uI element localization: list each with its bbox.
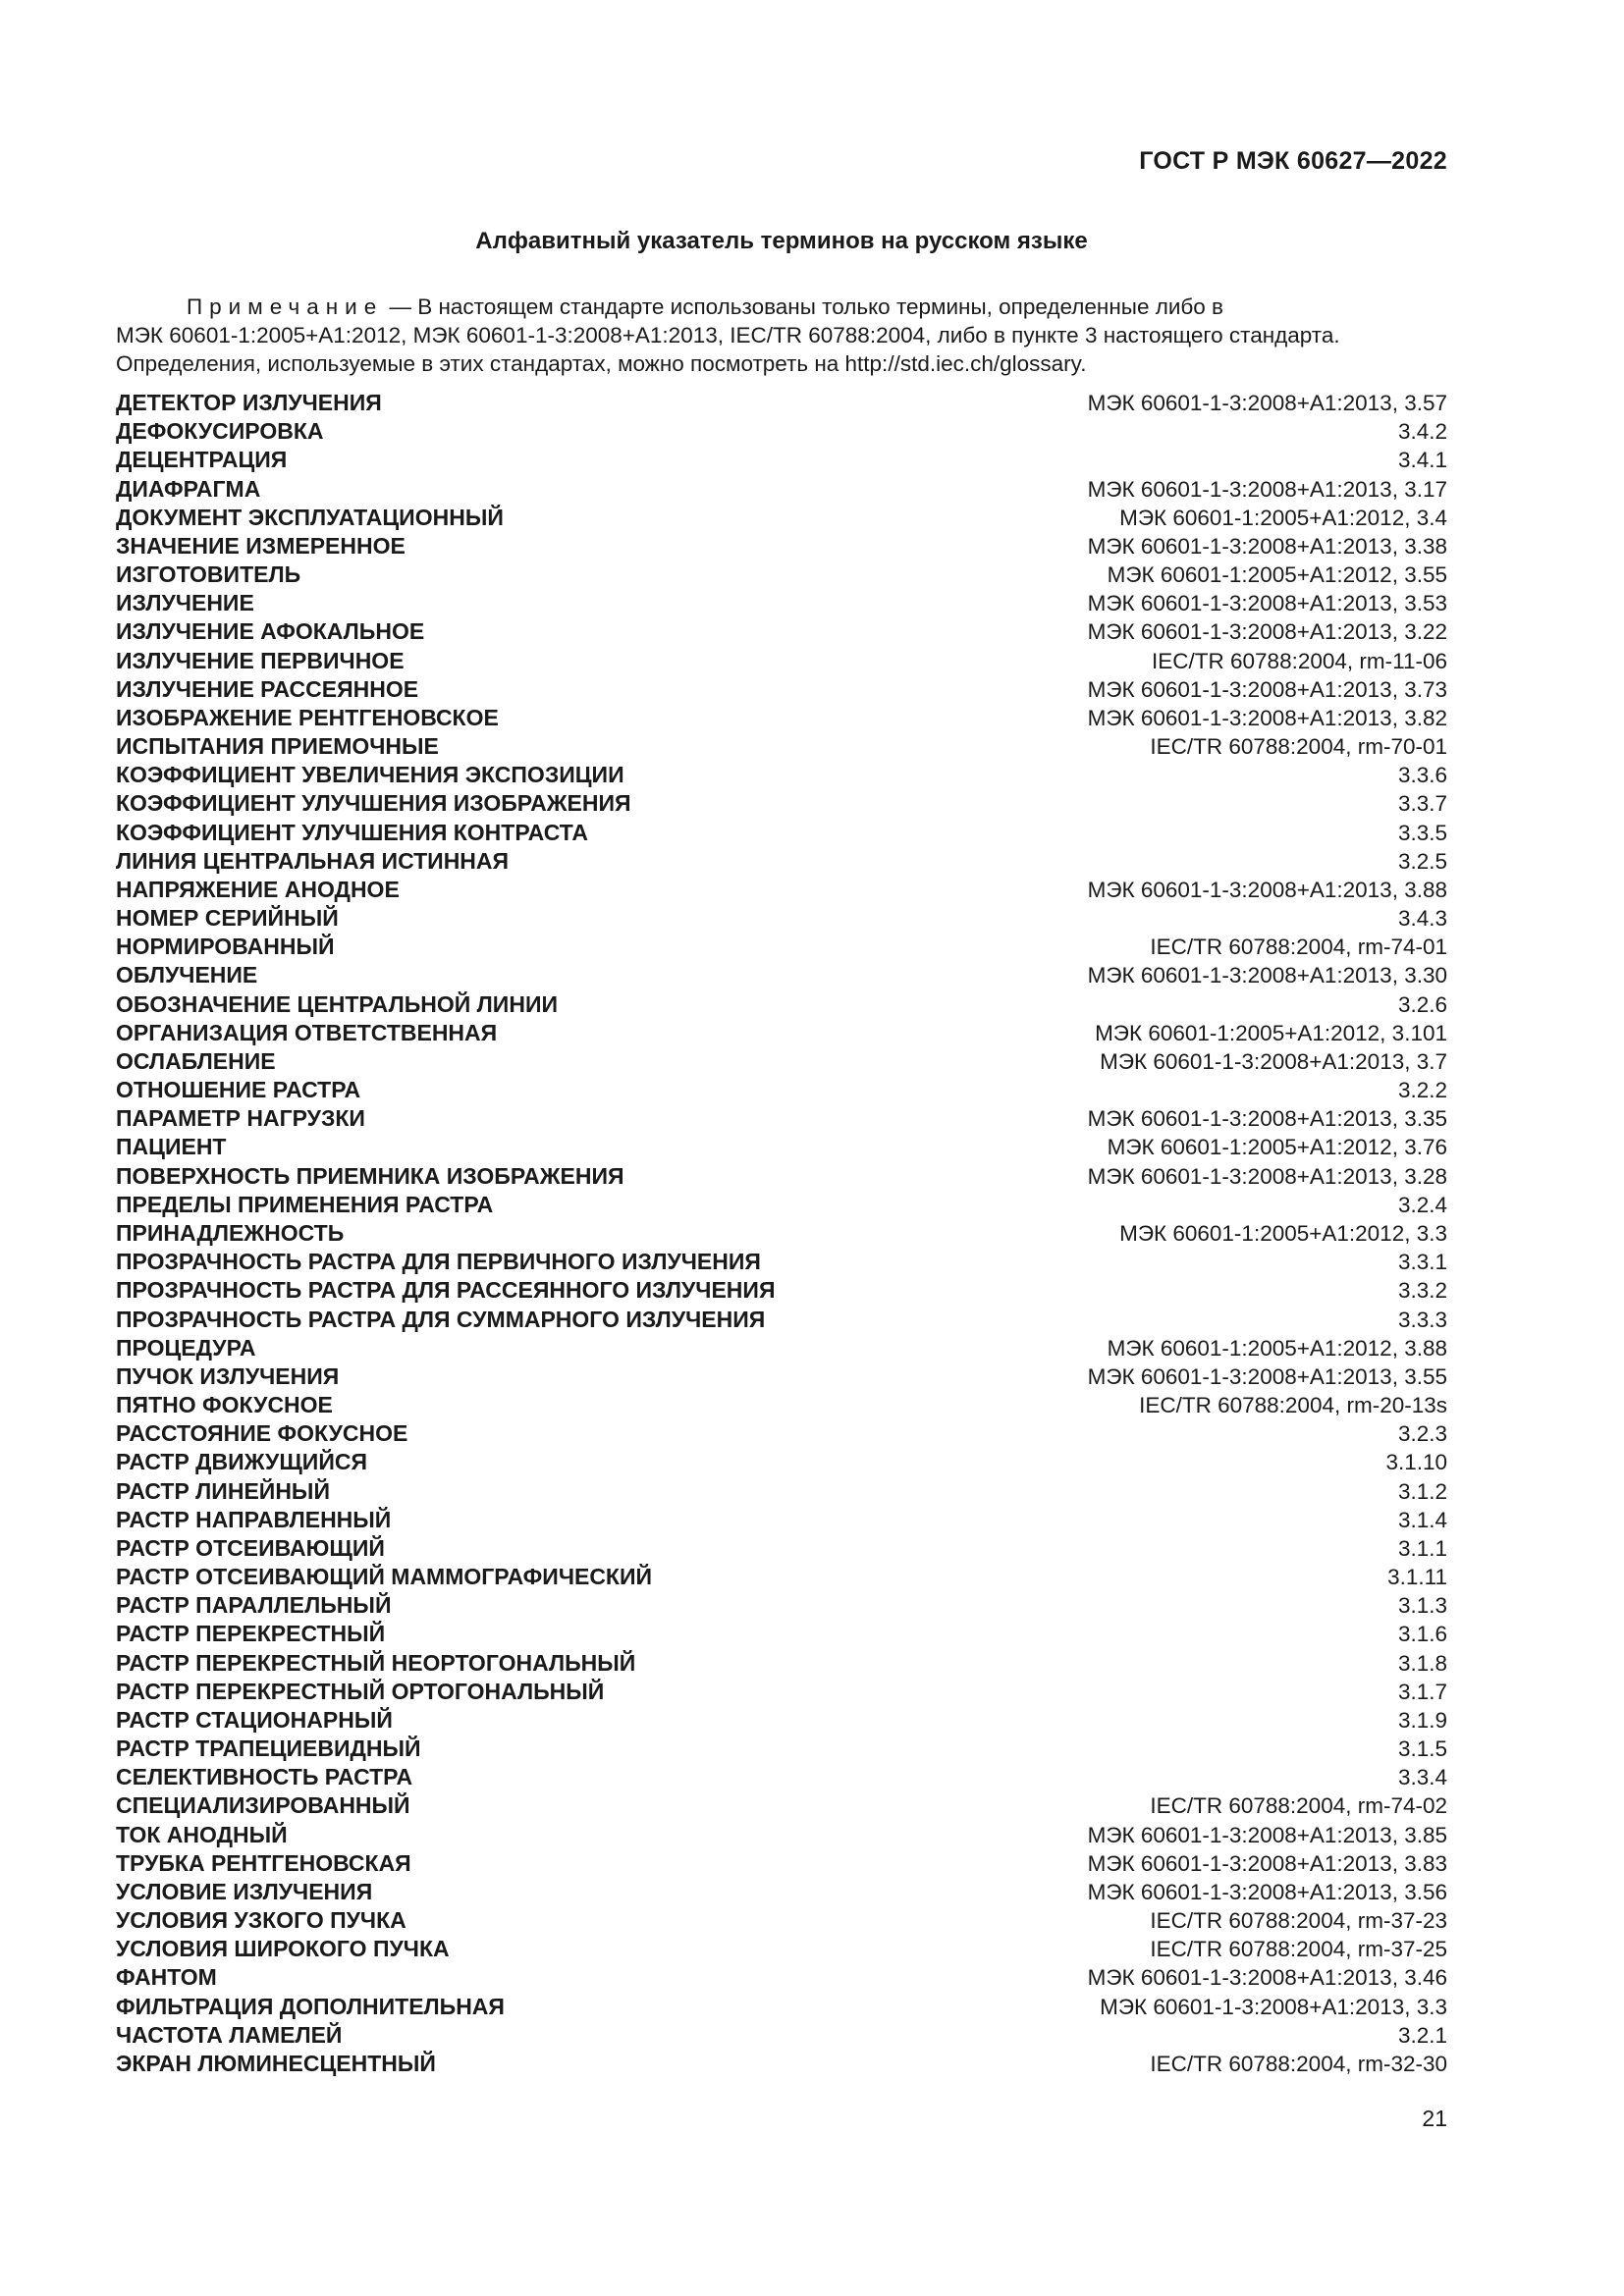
index-term: НАПРЯЖЕНИЕ АНОДНОЕ bbox=[116, 876, 400, 902]
index-reference: МЭК 60601-1:2005+A1:2012, 3.3 bbox=[1119, 1220, 1447, 1246]
index-entry bbox=[116, 532, 1447, 561]
index-term: ОРГАНИЗАЦИЯ ОТВЕТСТВЕННАЯ bbox=[116, 1019, 498, 1045]
index-term: РАСТР НАПРАВЛЕННЫЙ bbox=[116, 1506, 392, 1532]
index-reference: МЭК 60601-1:2005+A1:2012, 3.55 bbox=[1107, 562, 1447, 588]
index-term: КОЭФФИЦИЕНТ УВЕЛИЧЕНИЯ ЭКСПОЗИЦИИ bbox=[116, 762, 624, 788]
index-reference: МЭК 60601-1-3:2008+A1:2013, 3.73 bbox=[1087, 676, 1447, 702]
index-term: РАСТР ЛИНЕЙНЫЙ bbox=[116, 1477, 330, 1504]
index-entry bbox=[116, 732, 1447, 761]
index-reference: IEC/TR 60788:2004, rm-11-06 bbox=[1152, 648, 1447, 673]
index-term: КОЭФФИЦИЕНТ УЛУЧШЕНИЯ КОНТРАСТА bbox=[116, 819, 588, 845]
document-page bbox=[116, 0, 1447, 2296]
index-entry bbox=[116, 2050, 1447, 2078]
index-reference: 3.3.1 bbox=[1397, 1250, 1447, 1275]
index-reference: 3.1.2 bbox=[1397, 1478, 1447, 1504]
index-entry bbox=[116, 1219, 1447, 1248]
index-reference: 3.2.3 bbox=[1397, 1421, 1447, 1447]
index-reference: МЭК 60601-1-3:2008+A1:2013, 3.55 bbox=[1087, 1363, 1447, 1389]
index-term: РАСТР ОТСЕИВАЮЩИЙ bbox=[116, 1534, 385, 1561]
index-reference: 3.1.8 bbox=[1397, 1650, 1447, 1676]
index-entry bbox=[116, 1047, 1447, 1076]
index-entry bbox=[116, 1162, 1447, 1191]
index-term: ИЗОБРАЖЕНИЕ РЕНТГЕНОВСКОЕ bbox=[116, 704, 499, 730]
index-reference: 3.1.1 bbox=[1397, 1535, 1447, 1561]
index-term: ДОКУМЕНТ ЭКСПЛУАТАЦИОННЫЙ bbox=[116, 504, 504, 530]
index-reference: МЭК 60601-1-3:2008+A1:2013, 3.85 bbox=[1087, 1822, 1447, 1847]
index-reference: МЭК 60601-1-3:2008+A1:2013, 3.35 bbox=[1087, 1106, 1447, 1132]
index-term: ИЗЛУЧЕНИЕ РАССЕЯННОЕ bbox=[116, 675, 419, 702]
index-entry bbox=[116, 847, 1447, 876]
index-entry bbox=[116, 1821, 1447, 1849]
index-entry bbox=[116, 961, 1447, 989]
note-line-3: Определения, используемые в этих стандартах, можно посмотреть на http://std.iec.ch/glossary. bbox=[116, 351, 1087, 376]
index-entry bbox=[116, 1334, 1447, 1362]
index-entry bbox=[116, 647, 1447, 675]
index-reference: 3.1.5 bbox=[1397, 1736, 1447, 1762]
index-entry bbox=[116, 1019, 1447, 1047]
index-term: СПЕЦИАЛИЗИРОВАННЫЙ bbox=[116, 1792, 410, 1819]
index-entry bbox=[116, 1993, 1447, 2021]
note-line-2: МЭК 60601-1:2005+A1:2012, МЭК 60601-1-3:2008+A1:2013, IEC/TR 60788:2004, либо в пункте 3 настоящего стандарта. bbox=[116, 323, 1340, 347]
index-reference: IEC/TR 60788:2004, rm-32-30 bbox=[1150, 2051, 1447, 2076]
index-term: УСЛОВИЯ УЗКОГО ПУЧКА bbox=[116, 1907, 406, 1934]
index-term: ИЗЛУЧЕНИЕ АФОКАЛЬНОЕ bbox=[116, 618, 425, 645]
index-term: ПАЦИЕНТ bbox=[116, 1134, 227, 1160]
index-reference: IEC/TR 60788:2004, rm-37-25 bbox=[1150, 1937, 1447, 1962]
index-term: СЕЛЕКТИВНОСТЬ РАСТРА bbox=[116, 1764, 413, 1790]
index-entry bbox=[116, 904, 1447, 933]
index-term: ОСЛАБЛЕНИЕ bbox=[116, 1047, 276, 1074]
index-entry bbox=[116, 1649, 1447, 1678]
index-entry bbox=[116, 417, 1447, 446]
index-reference: 3.2.4 bbox=[1397, 1192, 1447, 1217]
index-entry bbox=[116, 1191, 1447, 1219]
index-reference: IEC/TR 60788:2004, rm-74-02 bbox=[1150, 1793, 1447, 1819]
index-reference: 3.2.1 bbox=[1397, 2022, 1447, 2048]
index-entry bbox=[116, 1735, 1447, 1763]
index-term: РАСТР ПЕРЕКРЕСТНЫЙ ОРТОГОНАЛЬНЫЙ bbox=[116, 1678, 605, 1704]
index-entry bbox=[116, 589, 1447, 617]
index-term: ПОВЕРХНОСТЬ ПРИЕМНИКА ИЗОБРАЖЕНИЯ bbox=[116, 1162, 624, 1189]
index-entry bbox=[116, 1563, 1447, 1591]
index-term: РАСТР ДВИЖУЩИЙСЯ bbox=[116, 1449, 368, 1475]
index-term: УСЛОВИЕ ИЗЛУЧЕНИЯ bbox=[116, 1878, 373, 1904]
index-term: РАСТР ПЕРЕКРЕСТНЫЙ НЕОРТОГОНАЛЬНЫЙ bbox=[116, 1649, 636, 1676]
index-entry bbox=[116, 1878, 1447, 1906]
index-term: ПРЕДЕЛЫ ПРИМЕНЕНИЯ РАСТРА bbox=[116, 1191, 494, 1217]
index-term: ТОК АНОДНЫЙ bbox=[116, 1821, 288, 1847]
index-term: ЗНАЧЕНИЕ ИЗМЕРЕННОЕ bbox=[116, 532, 406, 559]
index-term: ПУЧОК ИЗЛУЧЕНИЯ bbox=[116, 1362, 340, 1389]
index-reference: 3.3.7 bbox=[1397, 791, 1447, 817]
index-reference: МЭК 60601-1:2005+A1:2012, 3.4 bbox=[1119, 505, 1447, 530]
index-entry bbox=[116, 446, 1447, 474]
index-entry bbox=[116, 675, 1447, 704]
index-entry bbox=[116, 1076, 1447, 1104]
index-entry bbox=[116, 1306, 1447, 1334]
index-entry bbox=[116, 789, 1447, 818]
index-reference: 3.1.4 bbox=[1397, 1507, 1447, 1532]
index-reference: 3.4.3 bbox=[1397, 906, 1447, 932]
index-term: ЛИНИЯ ЦЕНТРАЛЬНАЯ ИСТИННАЯ bbox=[116, 847, 510, 874]
index-entry bbox=[116, 1849, 1447, 1878]
index-reference: МЭК 60601-1-3:2008+A1:2013, 3.56 bbox=[1087, 1879, 1447, 1904]
index-entry bbox=[116, 1276, 1447, 1305]
index-term: ЧАСТОТА ЛАМЕЛЕЙ bbox=[116, 2021, 343, 2048]
index-term: ДЕТЕКТОР ИЗЛУЧЕНИЯ bbox=[116, 390, 382, 415]
index-reference: 3.2.2 bbox=[1397, 1078, 1447, 1103]
index-term: РАССТОЯНИЕ ФОКУСНОЕ bbox=[116, 1420, 408, 1447]
index-entry bbox=[116, 1534, 1447, 1563]
index-reference: 3.1.6 bbox=[1397, 1622, 1447, 1647]
index-reference: МЭК 60601-1-3:2008+A1:2013, 3.57 bbox=[1087, 391, 1447, 415]
standard-code-header: ГОСТ Р МЭК 60627—2022 bbox=[1139, 147, 1447, 175]
index-entry bbox=[116, 1104, 1447, 1133]
index-reference: 3.4.1 bbox=[1397, 448, 1447, 473]
index-term: НОМЕР СЕРИЙНЫЙ bbox=[116, 905, 339, 932]
index-term: ПРОЗРАЧНОСТЬ РАСТРА ДЛЯ ПЕРВИЧНОГО ИЗЛУЧЕНИЯ bbox=[116, 1249, 761, 1275]
index-reference: 3.3.5 bbox=[1397, 820, 1447, 845]
index-entry bbox=[116, 1419, 1447, 1448]
index-reference: 3.3.4 bbox=[1397, 1765, 1447, 1790]
index-reference: 3.4.2 bbox=[1397, 419, 1447, 445]
index-reference: 3.2.6 bbox=[1397, 991, 1447, 1017]
index-entry bbox=[116, 1706, 1447, 1735]
index-entry bbox=[116, 1362, 1447, 1391]
index-entry bbox=[116, 704, 1447, 732]
index-entry bbox=[116, 1620, 1447, 1648]
index-term: ДИАФРАГМА bbox=[116, 475, 261, 502]
index-entry bbox=[116, 1906, 1447, 1935]
index-reference: IEC/TR 60788:2004, rm-70-01 bbox=[1150, 734, 1447, 760]
index-reference: 3.3.2 bbox=[1397, 1278, 1447, 1304]
index-reference: МЭК 60601-1-3:2008+A1:2013, 3.46 bbox=[1087, 1965, 1447, 1991]
index-term: ИЗЛУЧЕНИЕ bbox=[116, 590, 254, 616]
index-term: ИЗГОТОВИТЕЛЬ bbox=[116, 561, 301, 588]
index-term: РАСТР ПАРАЛЛЕЛЬНЫЙ bbox=[116, 1592, 392, 1619]
index-term: ПРОЗРАЧНОСТЬ РАСТРА ДЛЯ РАССЕЯННОГО ИЗЛУЧЕНИЯ bbox=[116, 1277, 776, 1304]
index-reference: 3.2.5 bbox=[1397, 848, 1447, 874]
index-reference: МЭК 60601-1-3:2008+A1:2013, 3.7 bbox=[1100, 1048, 1447, 1074]
index-entry bbox=[116, 1678, 1447, 1706]
index-reference: МЭК 60601-1-3:2008+A1:2013, 3.17 bbox=[1087, 476, 1447, 502]
index-reference: МЭК 60601-1:2005+A1:2012, 3.88 bbox=[1107, 1335, 1447, 1361]
index-entry bbox=[116, 1791, 1447, 1820]
index-entry bbox=[116, 761, 1447, 789]
index-reference: МЭК 60601-1-3:2008+A1:2013, 3.28 bbox=[1087, 1163, 1447, 1189]
index-entry bbox=[116, 475, 1447, 504]
index-entry bbox=[116, 617, 1447, 646]
index-reference: 3.3.6 bbox=[1397, 763, 1447, 788]
index-entry bbox=[116, 933, 1447, 961]
index-reference: IEC/TR 60788:2004, rm-20-13s bbox=[1139, 1393, 1447, 1418]
index-term: ИСПЫТАНИЯ ПРИЕМОЧНЫЕ bbox=[116, 733, 439, 760]
index-reference: 3.3.3 bbox=[1397, 1307, 1447, 1332]
note-paragraph bbox=[116, 293, 1447, 378]
index-term: ПАРАМЕТР НАГРУЗКИ bbox=[116, 1105, 365, 1132]
index-reference: МЭК 60601-1-3:2008+A1:2013, 3.83 bbox=[1087, 1850, 1447, 1876]
index-term: РАСТР ОТСЕИВАЮЩИЙ МАММОГРАФИЧЕСКИЙ bbox=[116, 1564, 653, 1590]
index-reference: МЭК 60601-1:2005+A1:2012, 3.101 bbox=[1095, 1020, 1447, 1045]
term-index-list bbox=[116, 389, 1447, 2078]
index-term: НОРМИРОВАННЫЙ bbox=[116, 934, 335, 960]
index-entry bbox=[116, 1935, 1447, 1963]
note-line-1-text: — В настоящем стандарте использованы только термины, определенные либо в bbox=[383, 294, 1224, 319]
index-reference: МЭК 60601-1-3:2008+A1:2013, 3.3 bbox=[1100, 1994, 1447, 2019]
index-term: УСЛОВИЯ ШИРОКОГО ПУЧКА bbox=[116, 1936, 450, 1962]
index-reference: 3.1.9 bbox=[1397, 1707, 1447, 1733]
index-reference: МЭК 60601-1-3:2008+A1:2013, 3.38 bbox=[1087, 533, 1447, 559]
index-reference: МЭК 60601-1:2005+A1:2012, 3.76 bbox=[1107, 1135, 1447, 1160]
index-reference: МЭК 60601-1-3:2008+A1:2013, 3.82 bbox=[1087, 705, 1447, 730]
index-term: ФИЛЬТРАЦИЯ ДОПОЛНИТЕЛЬНАЯ bbox=[116, 1993, 505, 2019]
index-term: ПРИНАДЛЕЖНОСТЬ bbox=[116, 1219, 345, 1246]
index-term: ЭКРАН ЛЮМИНЕСЦЕНТНЫЙ bbox=[116, 2050, 436, 2076]
note-label: Примечание bbox=[187, 294, 384, 319]
index-entry bbox=[116, 1477, 1447, 1506]
index-term: РАСТР ПЕРЕКРЕСТНЫЙ bbox=[116, 1621, 386, 1647]
index-reference: IEC/TR 60788:2004, rm-74-01 bbox=[1150, 934, 1447, 960]
index-entry bbox=[116, 1448, 1447, 1476]
index-entry bbox=[116, 1963, 1447, 1992]
index-reference: 3.1.7 bbox=[1397, 1679, 1447, 1704]
index-reference: 3.1.10 bbox=[1385, 1450, 1447, 1475]
index-entry bbox=[116, 1133, 1447, 1161]
index-entry bbox=[116, 1763, 1447, 1791]
index-reference: МЭК 60601-1-3:2008+A1:2013, 3.53 bbox=[1087, 591, 1447, 616]
index-term: ПЯТНО ФОКУСНОЕ bbox=[116, 1392, 333, 1418]
index-title: Алфавитный указатель терминов на русском языке bbox=[475, 228, 1088, 254]
index-term: ОБОЗНАЧЕНИЕ ЦЕНТРАЛЬНОЙ ЛИНИИ bbox=[116, 990, 559, 1017]
page-number: 21 bbox=[1422, 2106, 1447, 2131]
index-term: КОЭФФИЦИЕНТ УЛУЧШЕНИЯ ИЗОБРАЖЕНИЯ bbox=[116, 790, 631, 817]
index-term: ФАНТОМ bbox=[116, 1964, 217, 1991]
index-reference: 3.1.11 bbox=[1387, 1565, 1447, 1590]
index-term: ИЗЛУЧЕНИЕ ПЕРВИЧНОЕ bbox=[116, 647, 405, 673]
index-reference: IEC/TR 60788:2004, rm-37-23 bbox=[1150, 1908, 1447, 1934]
index-entry bbox=[116, 1506, 1447, 1534]
index-entry bbox=[116, 1391, 1447, 1419]
index-entry bbox=[116, 2021, 1447, 2050]
index-term: ПРОЦЕДУРА bbox=[116, 1334, 256, 1361]
index-entry bbox=[116, 561, 1447, 589]
index-entry bbox=[116, 819, 1447, 847]
index-reference: МЭК 60601-1-3:2008+A1:2013, 3.22 bbox=[1087, 619, 1447, 645]
index-reference: МЭК 60601-1-3:2008+A1:2013, 3.88 bbox=[1087, 877, 1447, 902]
index-entry bbox=[116, 504, 1447, 532]
index-entry bbox=[116, 1591, 1447, 1620]
index-entry bbox=[116, 876, 1447, 904]
note-line-1 bbox=[116, 293, 1447, 321]
index-term: РАСТР СТАЦИОНАРНЫЙ bbox=[116, 1706, 393, 1733]
index-reference: МЭК 60601-1-3:2008+A1:2013, 3.30 bbox=[1087, 963, 1447, 988]
index-entry bbox=[116, 389, 1447, 417]
index-reference: 3.1.3 bbox=[1397, 1593, 1447, 1619]
index-entry bbox=[116, 990, 1447, 1019]
index-term: ТРУБКА РЕНТГЕНОВСКАЯ bbox=[116, 1849, 411, 1876]
index-term: РАСТР ТРАПЕЦИЕВИДНЫЙ bbox=[116, 1735, 421, 1762]
index-term: ОТНОШЕНИЕ РАСТРА bbox=[116, 1077, 361, 1103]
index-term: ДЕЦЕНТРАЦИЯ bbox=[116, 447, 288, 473]
index-term: ОБЛУЧЕНИЕ bbox=[116, 962, 258, 988]
index-entry bbox=[116, 1248, 1447, 1276]
index-term: ПРОЗРАЧНОСТЬ РАСТРА ДЛЯ СУММАРНОГО ИЗЛУЧЕНИЯ bbox=[116, 1306, 766, 1332]
index-term: ДЕФОКУСИРОВКА bbox=[116, 418, 324, 445]
